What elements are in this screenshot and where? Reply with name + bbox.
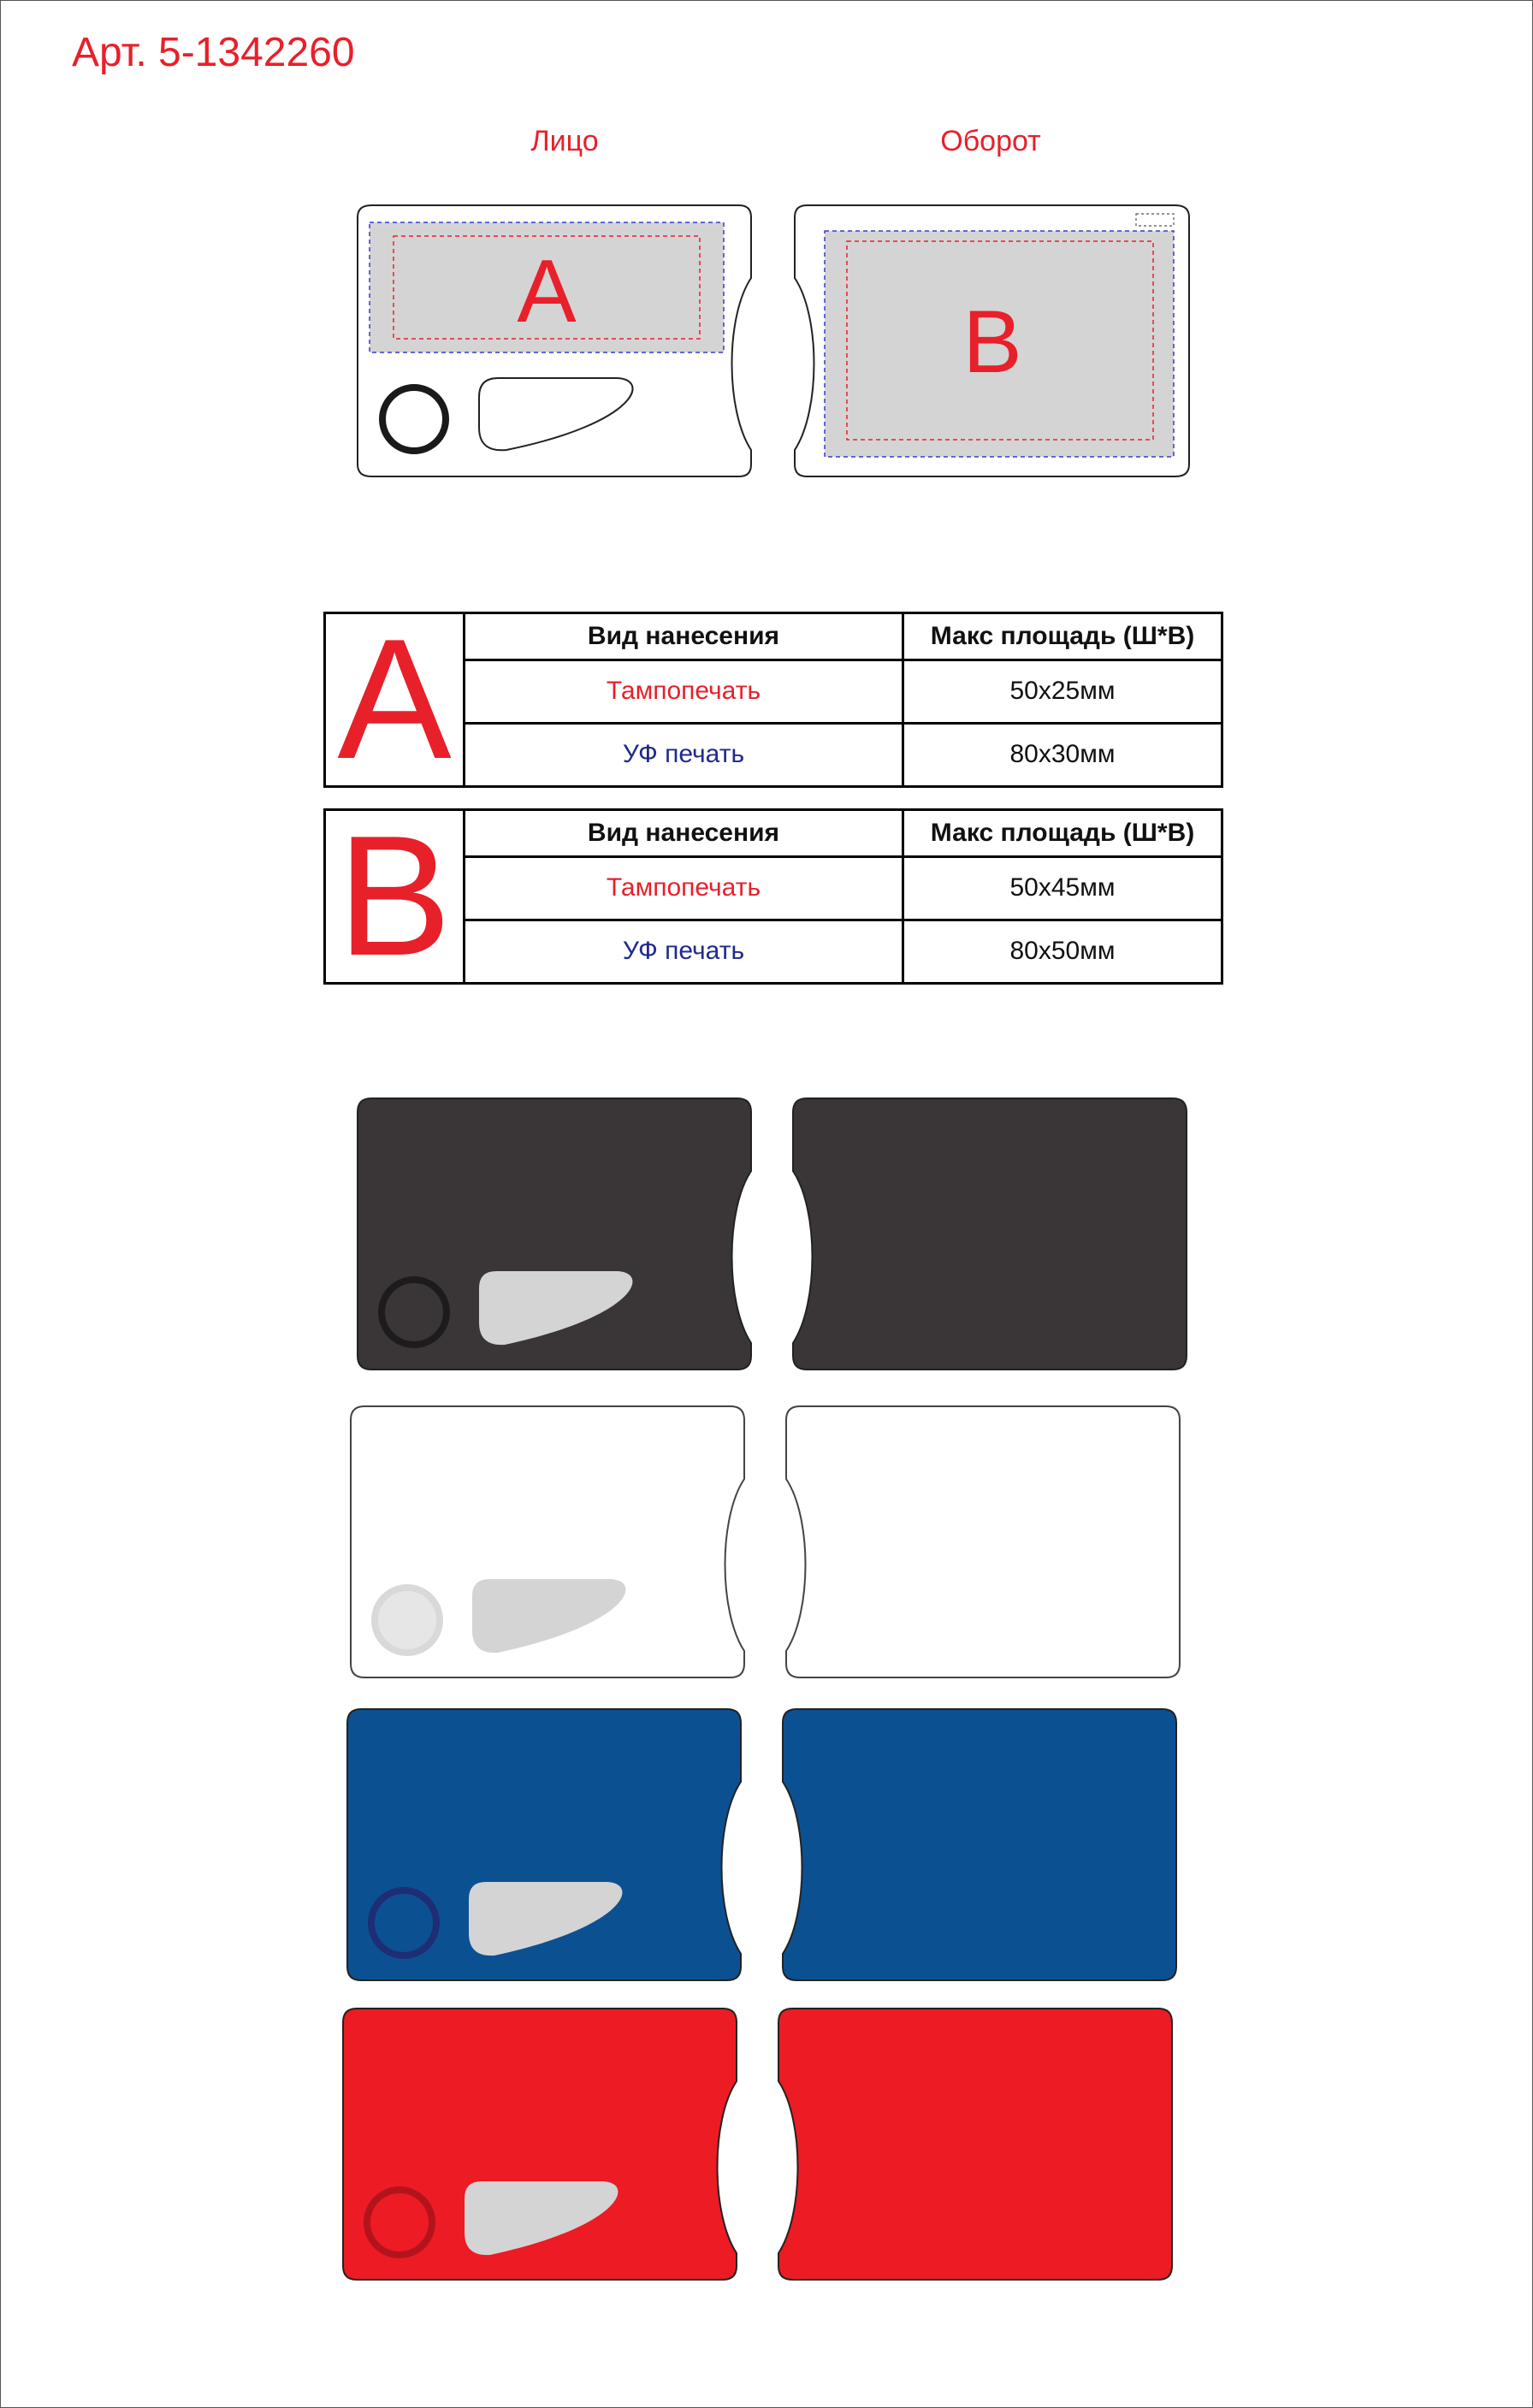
table-a-letter: A <box>325 613 465 787</box>
article-number: Арт. 5-1342260 <box>72 30 355 75</box>
table-a-header-method: Вид нанесения <box>465 613 903 660</box>
front-label: Лицо <box>530 125 599 157</box>
card-back-blue <box>783 1709 1176 1980</box>
layout-drawing <box>0 197 1533 496</box>
card-back-red <box>778 2009 1172 2280</box>
table-b-header-method: Вид нанесения <box>465 810 903 857</box>
table-b-row1-area: 50x45мм <box>903 856 1222 920</box>
card-back-white <box>786 1406 1180 1677</box>
table-b-row1-method: Тампопечать <box>465 856 903 920</box>
zone-a-letter: A <box>517 242 577 341</box>
table-zone-b <box>323 801 1223 991</box>
table-zone-a <box>323 604 1223 795</box>
table-b-letter: B <box>325 810 465 984</box>
zone-b-letter: B <box>962 293 1022 392</box>
color-variants <box>0 1086 1533 2301</box>
table-b-row2-area: 80x50мм <box>903 920 1222 983</box>
ring-hole-white <box>375 1588 440 1653</box>
card-back-black <box>793 1098 1187 1370</box>
table-a-row1-method: Тампопечать <box>465 660 903 723</box>
table-b-header-area: Макс площадь (Ш*В) <box>903 810 1222 857</box>
table-a-row1-area: 50x25мм <box>903 660 1222 723</box>
table-a-row2-method: УФ печать <box>465 723 903 786</box>
back-label: Оборот <box>940 125 1041 157</box>
table-a-row2-area: 80x30мм <box>903 723 1222 786</box>
table-a-header-area: Макс площадь (Ш*В) <box>903 613 1222 660</box>
table-b-row2-method: УФ печать <box>465 920 903 983</box>
